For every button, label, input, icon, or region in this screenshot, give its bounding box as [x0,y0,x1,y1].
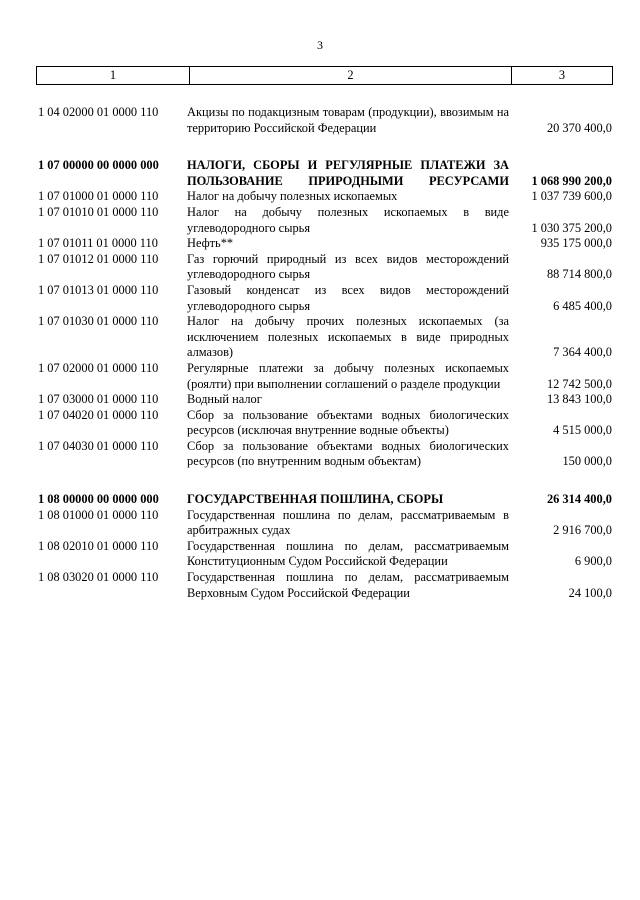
row-code: 1 07 02000 01 0000 110 [38,360,159,375]
row-code: 1 07 04030 01 0000 110 [38,438,159,453]
page-number: 3 [317,38,323,52]
table-row [38,189,612,205]
table-row [38,252,612,283]
row-value: 20 370 400,0 [546,120,612,135]
row-code: 1 08 00000 00 0000 000 [38,492,159,507]
row-name: Акцизы по подакцизным товарам (продукции), ввозимым на территорию Российской Федерации [187,105,509,135]
row-value: 88 714 800,0 [546,267,612,282]
row-name: Государственная пошлина по делам, рассматриваемым в арбитражных судах [187,507,509,538]
row-code: 1 07 01011 01 0000 110 [38,236,158,251]
row-code: 1 07 01000 01 0000 110 [38,189,159,204]
row-value: 12 742 500,0 [546,376,612,391]
row-value: 1 068 990 200,0 [531,173,612,188]
table-row [38,408,612,439]
row-value: 13 843 100,0 [546,392,612,407]
table-row [38,105,612,136]
row-name: Сбор за пользование объектами водных биологических ресурсов (исключая внутренние водные объекты) [187,407,509,438]
row-name: Нефть** [187,236,234,251]
row-name: Сбор за пользование объектами водных биологических ресурсов (по внутренним водным объектам) [187,438,509,469]
row-code: 1 07 04020 01 0000 110 [38,407,159,422]
table-row [38,439,612,470]
row-value: 2 916 700,0 [553,523,612,538]
table-row [38,570,612,601]
row-name: Водный налог [187,392,262,407]
table-row [38,392,612,408]
row-code: 1 08 01000 01 0000 110 [38,507,159,522]
table-row [38,283,612,314]
row-name: НАЛОГИ, СБОРЫ И РЕГУЛЯРНЫЕ ПЛАТЕЖИ ЗА ПОЛЬЗОВАНИЕ ПРИРОДНЫМИ РЕСУРСАМИ [187,158,509,188]
column-header-3: 3 [512,67,613,85]
row-name: Государственная пошлина по делам, рассматриваемым Верховным Судом Российской Федерации [187,570,509,600]
row-code: 1 08 03020 01 0000 110 [38,570,159,585]
row-name: Газ горючий природный из всех видов месторождений углеводородного сырья [187,251,509,282]
row-value: 6 485 400,0 [553,298,612,313]
row-value: 935 175 000,0 [540,236,612,251]
row-name: Газовый конденсат из всех видов месторождений углеводородного сырья [187,282,509,313]
row-code: 1 04 02000 01 0000 110 [38,105,159,119]
row-code: 1 07 03000 01 0000 110 [38,392,159,407]
row-name: Государственная пошлина по делам, рассматриваемым Конституционным Судом Российской Федерации [187,538,509,569]
row-code: 1 07 01012 01 0000 110 [38,251,159,266]
row-value: 26 314 400,0 [546,492,612,507]
row-name: Налог на добычу прочих полезных ископаемых (за исключением полезных ископаемых в виде природных алмазов) [187,314,509,360]
table-row [38,539,612,570]
row-value: 4 515 000,0 [553,423,612,438]
table-row-section [38,492,612,508]
row-name: Регулярные платежи за добычу полезных ископаемых (роялти) при выполнении соглашений о разделе продукции [187,360,509,391]
row-name: Налог на добычу полезных ископаемых [187,189,398,204]
column-header-table [36,66,613,85]
table-row [38,205,612,236]
row-value: 1 030 375 200,0 [531,220,612,235]
row-code: 1 07 01030 01 0000 110 [38,314,159,329]
table-row [38,236,612,252]
row-value: 24 100,0 [568,585,612,600]
row-code: 1 08 02010 01 0000 110 [38,538,159,553]
row-name: ГОСУДАРСТВЕННАЯ ПОШЛИНА, СБОРЫ [187,492,444,507]
table-row [38,508,612,539]
row-value: 7 364 400,0 [553,345,612,360]
row-code: 1 07 01013 01 0000 110 [38,282,159,297]
row-value: 6 900,0 [574,554,612,569]
table-row [38,314,612,361]
row-code: 1 07 00000 00 0000 000 [38,158,159,173]
table-row [38,361,612,392]
row-value: 150 000,0 [562,454,612,469]
row-name: Налог на добычу полезных ископаемых в виде углеводородного сырья [187,204,509,235]
row-code: 1 07 01010 01 0000 110 [38,204,159,219]
column-header-2: 2 [190,67,512,85]
table-row-section [38,158,612,189]
row-value: 1 037 739 600,0 [531,189,612,204]
column-header-1: 1 [37,67,190,85]
revenue-table-body [38,105,612,601]
